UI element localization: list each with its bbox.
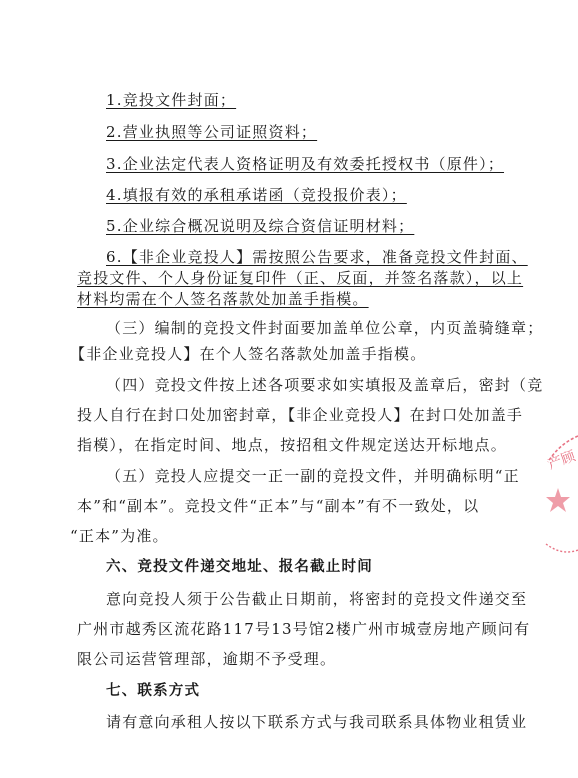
company-seal-icon (538, 432, 578, 560)
list-item-cover: 1.竞投文件封面； (106, 91, 237, 109)
paragraph-6-line1: 意向竞投人须于公告截止日期前，将密封的竞投文件递交至 (106, 590, 528, 608)
paragraph-3-line2: 【非企业竞投人】在个人签名落款处加盖手指模。 (70, 345, 427, 363)
list-item-license: 2.营业执照等公司证照资料； (106, 123, 318, 141)
paragraph-7-line1: 请有意向承租人按以下联系方式与我司联系具体物业租赁业 (106, 713, 528, 731)
list-item-individual-line1: 6.【非企业竞投人】需按照公告要求，准备竞投文件封面、 (106, 248, 528, 266)
list-item-overview: 5.企业综合概况说明及综合资信证明材料； (106, 217, 415, 235)
paragraph-4-line2: 投人自行在封口处加密封章，【非企业竞投人】在封口处加盖手 (77, 406, 524, 424)
paragraph-6-line3: 限公司运营管理部，逾期不予受理。 (77, 650, 337, 668)
list-item-commitment: 4.填报有效的承租承诺函（竞投报价表）； (106, 186, 407, 204)
list-item-individual-line3: 材料均需在个人签名落款处加盖手指模。 (77, 290, 369, 308)
paragraph-5-line3: “正本”为准。 (70, 527, 169, 545)
section-heading-7: 七、联系方式 (106, 683, 201, 699)
paragraph-3-line1: （三）编制的竞投文件封面要加盖单位公章，内页盖骑缝章； (106, 319, 544, 337)
paragraph-6-line2: 广州市越秀区流花路117号13号馆2楼广州市城壹房地产顾问有 (77, 620, 531, 638)
paragraph-5-line2: 本”和“副本”。竞投文件“正本”与“副本”有不一致处，以 (77, 497, 480, 515)
section-heading-6: 六、竞投文件递交地址、报名截止时间 (106, 559, 373, 575)
svg-text:产顾: 产顾 (545, 448, 578, 473)
paragraph-5-line1: （五）竞投人应提交一正一副的竞投文件，并明确标明“正 (106, 467, 520, 485)
list-item-legal-rep: 3.企业法定代表人资格证明及有效委托授权书（原件）； (106, 155, 505, 173)
paragraph-4-line1: （四）竞投文件按上述各项要求如实填报及盖章后，密封（竞 (106, 376, 544, 394)
list-item-individual-line2: 竞投文件、个人身份证复印件（正、反面，并签名落款），以上 (77, 269, 524, 287)
paragraph-4-line3: 指模），在指定时间、地点，按招租文件规定送达开标地点。 (77, 436, 507, 454)
